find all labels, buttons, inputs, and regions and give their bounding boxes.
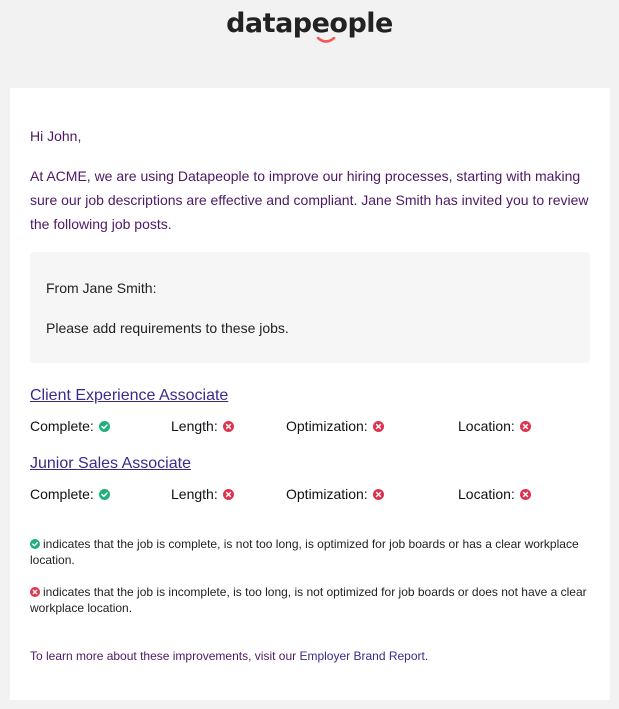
note-box <box>30 252 590 363</box>
footer-prefix: To learn more about these improvements, visit our <box>30 649 300 663</box>
metric-length <box>171 486 234 502</box>
metric-label: Complete: <box>30 486 94 502</box>
metric-label: Length: <box>171 418 218 434</box>
metric-optimization <box>286 418 384 434</box>
check-icon <box>99 489 110 500</box>
metric-label: Length: <box>171 486 218 502</box>
metric-location <box>458 486 531 502</box>
x-icon <box>520 421 531 432</box>
x-icon <box>223 489 234 500</box>
metric-complete <box>30 418 110 434</box>
job-metrics <box>30 486 590 506</box>
job-link-client-experience-associate[interactable]: Client Experience Associate <box>30 387 229 404</box>
datapeople-logo: datapeople <box>226 8 393 39</box>
legend-ok-text: indicates that the job is complete, is not too long, is optimized for job boards or has a clear workplace location. <box>30 537 579 567</box>
note-from: From Jane Smith: <box>46 280 157 296</box>
greeting: Hi John, <box>30 128 82 144</box>
x-icon <box>520 489 531 500</box>
metric-complete <box>30 486 110 502</box>
check-icon <box>99 421 110 432</box>
legend-bad-text: indicates that the job is incomplete, is too long, is not optimized for job boards or does not have a clear workplace location. <box>30 585 587 615</box>
x-icon <box>373 489 384 500</box>
note-message: Please add requirements to these jobs. <box>46 320 289 336</box>
metric-label: Complete: <box>30 418 94 434</box>
email-header <box>0 0 619 88</box>
metric-location <box>458 418 531 434</box>
intro-paragraph: At ACME, we are using Datapeople to improve our hiring processes, starting with making sure our job descriptions are effective and compliant. Jane Smith has invited you to review the following job posts. <box>30 168 589 232</box>
legend-ok <box>30 536 590 568</box>
metric-length <box>171 418 234 434</box>
footer-text <box>30 649 428 663</box>
footer-suffix: . <box>424 649 429 663</box>
metric-optimization <box>286 486 384 502</box>
email-card <box>10 88 610 700</box>
metric-label: Location: <box>458 418 515 434</box>
metric-label: Location: <box>458 486 515 502</box>
job-link-junior-sales-associate[interactable]: Junior Sales Associate <box>30 455 191 472</box>
metric-label: Optimization: <box>286 418 368 434</box>
metric-label: Optimization: <box>286 486 368 502</box>
legend-bad <box>30 584 590 616</box>
logo-smile-icon <box>316 37 336 44</box>
employer-brand-report-link[interactable]: Employer Brand Report <box>299 649 425 663</box>
x-icon <box>373 421 384 432</box>
job-metrics <box>30 418 590 438</box>
x-icon <box>223 421 234 432</box>
check-icon <box>30 539 40 549</box>
x-icon <box>30 587 40 597</box>
